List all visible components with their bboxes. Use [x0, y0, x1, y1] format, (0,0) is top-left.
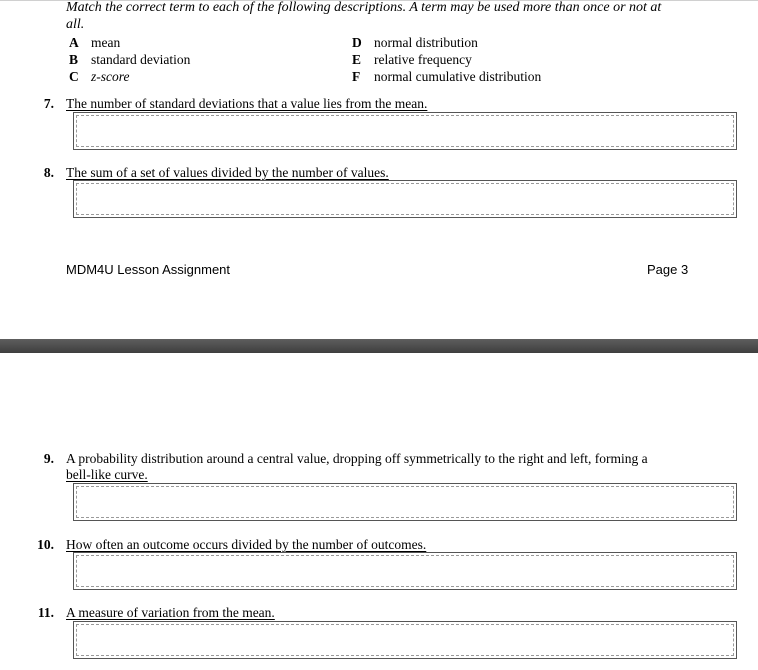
- question-7: [43, 96, 428, 112]
- term-e: [352, 52, 472, 68]
- term-label: standard deviation: [91, 52, 191, 67]
- term-d: [352, 35, 478, 51]
- term-label: relative frequency: [374, 52, 472, 67]
- term-label: z-score: [91, 69, 130, 84]
- answer-box-8[interactable]: [73, 180, 737, 218]
- question-9: [43, 451, 716, 483]
- answer-box-9[interactable]: [73, 483, 737, 521]
- term-label: normal distribution: [374, 35, 478, 50]
- term-letter: B: [69, 52, 79, 67]
- page-break: [0, 339, 758, 353]
- question-10: [37, 537, 427, 553]
- question-text-line-1: A probability distribution around a central value, dropping off symmetrically to the right and left, forming a: [66, 451, 648, 466]
- question-text: The number of standard deviations that a value lies from the mean.: [66, 96, 428, 111]
- term-letter: F: [352, 69, 361, 84]
- question-number: 11.: [37, 605, 54, 620]
- term-letter: D: [352, 35, 362, 50]
- term-f: [352, 69, 541, 85]
- answer-box-10[interactable]: [73, 552, 737, 590]
- instructions-line-2: all.: [66, 17, 85, 32]
- question-number: 9.: [43, 451, 54, 466]
- footer-course: MDM4U Lesson Assignment: [66, 262, 231, 277]
- term-letter: C: [69, 69, 79, 84]
- question-number: 7.: [43, 96, 54, 111]
- term-a: [69, 35, 120, 51]
- question-text: How often an outcome occurs divided by the number of outcomes.: [66, 537, 427, 552]
- answer-box-7[interactable]: [73, 112, 737, 150]
- term-letter: E: [352, 52, 362, 67]
- question-8: [43, 165, 389, 181]
- term-c: [69, 69, 130, 85]
- question-text: The sum of a set of values divided by the number of values.: [66, 165, 389, 180]
- term-label: normal cumulative distribution: [374, 69, 542, 84]
- question-text-line-2: bell-like curve.: [66, 467, 148, 482]
- question-text: A measure of variation from the mean.: [66, 605, 275, 620]
- answer-box-11[interactable]: [73, 621, 737, 659]
- term-b: [69, 52, 190, 68]
- term-letter: A: [69, 35, 79, 50]
- instructions-line-1: Match the correct term to each of the following descriptions. A term may be used more than once or not at: [66, 0, 662, 15]
- footer-page-number: Page 3: [647, 262, 689, 277]
- term-label: mean: [91, 35, 121, 50]
- question-number: 8.: [43, 165, 54, 180]
- question-11: [37, 605, 275, 621]
- question-number: 10.: [37, 537, 54, 552]
- instructions: [66, 0, 706, 33]
